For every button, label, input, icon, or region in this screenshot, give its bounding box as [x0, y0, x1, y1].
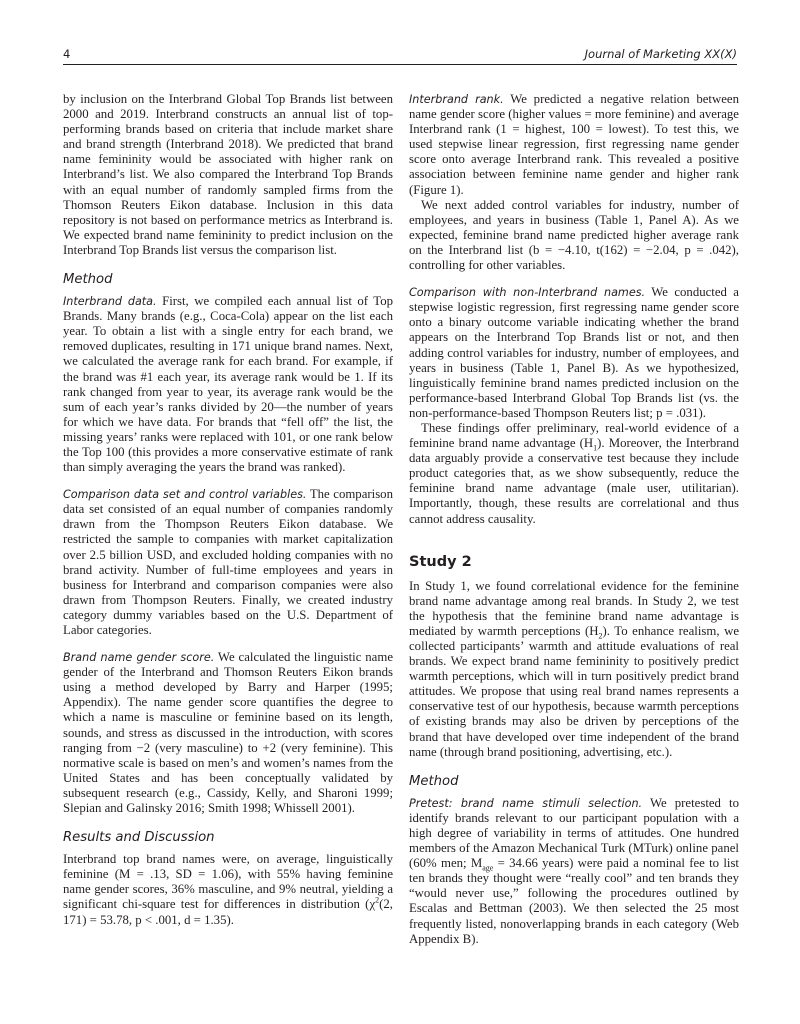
study2-text-b: ). To enhance realism, we collected participants’ warmth and attitude evaluations of real brands. We expect brand name femininity to positively predict warmth perceptions, which will in turn positively predict brand attitudes. We propose that using real brand names represents a conservative test of our hypothesis, because warmth perceptions of existing brands may also be driven by perceptions of the brand that have developed over time independent of the brand name (through brand positioning, advertising, etc.).	[409, 623, 739, 759]
comparison-text: The comparison data set consisted of an equal number of companies randomly drawn from the Thompson Reuters Eikon database. We restricted the sample to companies with market capitalization over 2.5 billion USD, and excluded holding companies with no brand activity. Number of full-time employees and years in business for Interbrand and comparison companies were also drawn from Thompson Reuters. Finally, we created industry category dummy variables based on the U.S. Department of Labor categories.	[63, 487, 393, 637]
rank-text: We predicted a negative relation between name gender score (higher values = more feminine) and average Interbrand rank (1 = highest, 100 = lowest). To test this, we used stepwise linear regression, first regressing name gender score onto average Interbrand rank. This revealed a positive association between feminine name gender and higher rank (Figure 1).	[409, 92, 739, 197]
journal-title: Journal of Marketing XX(X)	[584, 47, 737, 61]
method-heading: Method	[63, 272, 113, 288]
pretest-paragraph	[409, 796, 739, 947]
intro-paragraph: by inclusion on the Interbrand Global Top Brands list between 2000 and 2019. Interbrand constructs an annual list of top-performing brands based on criteria that include market share and brand strength (Interbrand 2018). We predicted that brand name femininity would be associated with higher rank on Interbrand’s list. We also compared the Interbrand Top Brands with an equal number of randomly sampled firms from the Thomson Reuters Eikon database. Inclusion in this data repository is not based on performance metrics as Interbrand is. We expected brand name femininity to predict inclusion on the Interbrand Top Brands list versus the comparison list.	[63, 92, 393, 257]
interbrand-rank-paragraph	[409, 92, 739, 198]
results-text-a: Interbrand top brand names were, on average, linguistically feminine (M = .13, SD = 1.06), with 55% having feminine name gender scores, 36% masculine, and 9% neutral, yielding a significant chi-square test for differences in distribution (χ	[63, 852, 393, 912]
results-paragraph	[63, 852, 393, 927]
gender-score-text: We calculated the linguistic name gender of the Interbrand and Thomson Reuters Eikon brands using a method developed by Barry and Harper (1995; Appendix). The name gender score quantifies the degree to which a name is masculine or feminine based on its length, sounds, and stress as discussed in the introduction, with scores ranging from −2 (very masculine) to +2 (very feminine). This normative scale is based on men’s and women’s names from the United States and has been conceptually validated by subsequent research (e.g., Cassidy, Kelly, and Sharoni 1999; Slepian and Galinsky 2016; Smith 1998; Whissell 2001).	[63, 650, 393, 816]
pretest-text-a: We pretested to identify brands relevant to our participant population with a high degree of variability in terms of attitudes. One hundred members of the Amazon Mechanical Turk (MTurk) online panel (60% men; M	[409, 795, 739, 871]
comparison-data-paragraph	[63, 487, 393, 638]
results-superscript: 2	[375, 896, 380, 906]
controls-paragraph: We next added control variables for industry, number of employees, and years in business (Table 1, Panel A). As we expected, feminine brand name predicted higher average rank on the Interbrand list (b = −4.10, t(162) = −2.04, p = .042), controlling for other variables.	[409, 197, 739, 273]
non-interbrand-paragraph	[409, 285, 739, 421]
pretest-subscript: age	[482, 863, 494, 873]
page-number: 4	[63, 47, 71, 61]
findings-text-a: These findings offer preliminary, real-world evidence of a feminine brand name advantage (H	[409, 420, 739, 451]
interbrand-data-paragraph	[63, 294, 393, 475]
gender-score-run-in-head: Brand name gender score.	[63, 651, 215, 665]
left-column	[63, 92, 393, 928]
interbrand-data-text: First, we compiled each annual list of Top Brands. Many brands (e.g., Coca-Cola) appear on the list each year. To obtain a list with a single entry for each brand, we removed duplicates, resulting in 171 unique brand names. Next, we calculated the average rank for each brand. For example, if the brand was #1 each year, its average rank would be 1. If its rank changed from year to year, its average rank would be the sum of each year’s ranks divided by 20—the number of years for which we have data. For brands that “fell off” the list, the missing years’ ranks were replaced with 101, or one rank below the Top 100 (this provides a more conservative estimate of rank than simply averaging the years the brand was ranked).	[63, 294, 393, 475]
study2-subscript: 2	[598, 631, 603, 641]
gender-score-paragraph	[63, 650, 393, 816]
study2-text-a: In Study 1, we found correlational evidence for the feminine brand name advantage among real brands. In Study 2, we test the hypothesis that the feminine brand name advantage is mediated by warmth perceptions (H	[409, 578, 739, 638]
rank-run-in-head: Interbrand rank.	[409, 93, 504, 106]
running-header	[63, 44, 737, 65]
study2-method-heading: Method	[409, 773, 459, 789]
results-text-b: (2, 171) = 53.78, p < .001, d = 1.35).	[63, 897, 393, 927]
findings-paragraph	[409, 421, 739, 527]
study2-paragraph	[409, 579, 739, 760]
non-interbrand-text: We conducted a stepwise logistic regression, first regressing name gender score onto a binary outcome variable indicating whether the brand appears on the Interbrand Top Brands list or not, and then adding control variables for industry, number of employees, and years in business (Table 1, Panel B). As we hypothesized, linguistically feminine brand names predicted inclusion on the performance-based Interbrand Global Top Brands list (vs. the non-performance-based Thompson Reuters list; p = .031).	[409, 285, 739, 420]
non-interbrand-run-in-head: Comparison with non-Interbrand names.	[409, 286, 646, 300]
comparison-run-in-head: Comparison data set and control variables.	[63, 488, 307, 502]
results-heading: Results and Discussion	[63, 830, 215, 846]
right-column	[409, 92, 739, 947]
findings-subscript: 1	[593, 443, 598, 453]
study2-heading: Study 2	[409, 553, 472, 570]
interbrand-data-run-in-head: Interbrand data.	[63, 295, 157, 309]
pretest-run-in-head: Pretest: brand name stimuli selection.	[409, 796, 643, 810]
findings-text-b: ). Moreover, the Interbrand data arguably provide a conservative test because they include product categories that, as we show subsequently, reduce the feminine brand name advantage (male user, utilitarian). Importantly, though, these results are correlational and thus cannot address causality.	[409, 436, 739, 526]
pretest-text-b: = 34.66 years) were paid a nominal fee to list ten brands they thought were “really cool” and ten brands they “would never use,” following the procedures outlined by Escalas and Bettman (2003). We then selected the 25 most frequently listed, nonoverlapping brands in each category (Web Appendix B).	[409, 856, 739, 946]
